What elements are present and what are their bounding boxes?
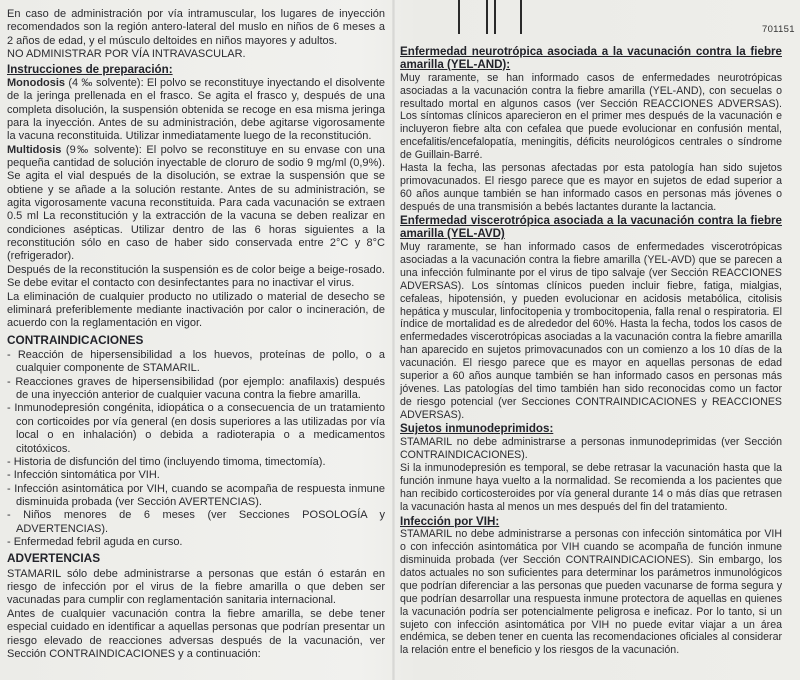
right-column bbox=[400, 0, 782, 657]
monodosis-label: Monodosis bbox=[7, 76, 66, 89]
no-iv-warning: NO ADMINISTRAR POR VÍA INTRAVASCULAR. bbox=[7, 48, 246, 61]
list-item: - Inmunodepresión congénita, idiopática o a consecuencia de un tratamiento con corticoides por vía general (en dosis superiores a las utilizadas por vía local o en inhalación) o debida a radioterapia o a medicamentos citotóxicos. bbox=[7, 402, 385, 455]
list-item: - Enfermedad febril aguda en curso. bbox=[7, 536, 183, 549]
list-item: - Reacciones graves de hipersensibilidad (por ejemplo: anafilaxis) después de una inyección anterior de cualquier vacuna contra la fiebre amarilla. bbox=[7, 375, 385, 402]
neurotropic-paragraph-2: Hasta la fecha, las personas afectadas por esta patología han sido sujetos primovacunados. El riesgo parece que es mayor en sujetos de edad superior a 60 años aunque también se han informado casos en personas más jóvenes o después de una transmisión a bebés lactantes durante la lactancia. bbox=[400, 161, 782, 213]
neurotropic-paragraph-1: Muy raramente, se han informado casos de enfermedades neurotrópicas asociadas a la vacunación contra la fiebre amarilla (YEL-AND), con secuelas o resultado mortal en algunos casos (ver Sección REACCIONES ADVERSAS). Los síntomas clínicos aparecieron en el primer mes después de la vacunación e incluyeron fiebre alta con cefalea que puede evolucionar en confusión mental, encefalitis/encefalopatía, meningitis, déficits neurológicos centrales o síndrome de Guillain-Barré. bbox=[400, 71, 782, 161]
contraindications-list bbox=[7, 349, 385, 549]
immunodepressed-paragraph-1: STAMARIL no debe administrarse a personas inmunodeprimidas (ver Sección CONTRAINDICACIONES). bbox=[400, 436, 782, 462]
intro-paragraph: En caso de administración por vía intramuscular, los lugares de inyección recomendados son la región antero-lateral del muslo en niños de 6 meses a 2 años de edad, y el músculo deltoides en niños mayores y adultos. bbox=[7, 8, 385, 47]
viscerotropic-heading: Enfermedad viscerotrópica asociada a la vacunación contra la fiebre amarilla (YEL-AVD) bbox=[400, 214, 782, 241]
multidosis-text: (9‰ solvente): El polvo se reconstituye en su envase con una pequeña cantidad de solución inyectable de cloruro de sodio 9 mg/ml (0,9%). Se agita el vial después de la disolución, se extrae la suspensión que se obtiene y se añade a la solución restante. Antes de su administración, se agita vigorosamente vacuna reconstituida. Para cada vacunación se extraen 0.5 ml La reconstitución y la extracción de la vacuna se deben realizar en condiciones asépticas. Utilizar dentro de las 6 horas siguientes a la reconstitución sólo en caso de haber sido conservada entre 2°C y 8°C (refrigerador). bbox=[7, 143, 385, 263]
preparation-heading: Instrucciones de preparación: bbox=[7, 63, 173, 77]
hiv-heading: Infección por VIH: bbox=[400, 514, 500, 528]
list-item: - Infección sintomática por VIH. bbox=[7, 469, 160, 482]
list-item: - Infección asintomática por VIH, cuando se acompaña de respuesta inmune disminuida probada (ver Sección AVERTENCIAS). bbox=[7, 482, 385, 508]
neurotropic-heading: Enfermedad neurotrópica asociada a la vacunación contra la fiebre amarilla (YEL-AND): bbox=[400, 45, 782, 71]
immunodepressed-paragraph-2: Si la inmunodepresión es temporal, se debe retrasar la vacunación hasta que la función inmune haya vuelto a la normalidad. Se recomienda a los pacientes que han recibido corticosteroides por vía general durante 14 o más días que retrasen la vacunación hasta al menos un mes después del fin del tratamiento. bbox=[400, 462, 782, 513]
warnings-paragraph-1: STAMARIL sólo debe administrarse a personas que están ó estarán en riesgo de infección por el virus de la fiebre amarilla o que deben ser vacunadas para cumplir con reglamentación sanitaria internacional. bbox=[7, 567, 385, 607]
monodosis-text: (4 ‰ solvente): El polvo se reconstituye inyectando el disolvente de la jeringa prellenada en el frasco. Se agita el frasco y, después de una completa disolución, la suspensión obtenida se recoge en esa misma jeringa para la inyección. Antes de su administración, debe agitarse vigorosamente la vacuna reconstituida. Utilizar inmediatamente luego de la reconstitución. bbox=[7, 76, 385, 143]
document-code: 701151 bbox=[762, 24, 795, 35]
list-item: - Historia de disfunción del timo (incluyendo timoma, timectomía). bbox=[7, 455, 326, 468]
contraindications-heading: CONTRAINDICACIONES bbox=[7, 332, 144, 347]
viscerotropic-paragraph: Muy raramente, se han informado casos de enfermedades viscerotrópicas asociadas a la vacunación contra la fiebre amarilla (YEL-AVD) que se parecen a una infección fulminante por el virus de tipo salvaje (ver Sección REACCIONES ADVERSAS). Los síntomas clínicos pueden incluir fiebre, fatiga, mialgias, cefaleas, hipotensión, y pueden evolucionar en acidosis metabólica, citolisis hepática y muscular, linfocitopenia y trombocitopenia, falla renal o respiratoria. El índice de mortalidad es de alrededor del 60%. Hasta la fecha, todos los casos de enfermedades viscerotrópicas asociadas a la vacunación contra la fiebre amarilla han aparecido en sujetos primovacunados con un comienzo a los 10 días de la vacunación. El riesgo parece que es mayor en aquellas personas de edad superior a 60 años aunque también se han informado casos en personas más jóvenes. Las patologías del timo también han sido reconocidas como un factor de riesgo potencial (ver Secciones CONTRAINDICACIONES y REACCIONES ADVERSAS). bbox=[400, 241, 782, 421]
hiv-paragraph: STAMARIL no debe administrarse a personas con infección sintomática por VIH o con infección asintomática por VIH cuando se acompaña de función inmune disminuida probada (ver Sección CONTRAINDICACIONES). Sin embargo, los datos actuales no son suficientes para determinar los parámetros inmunológicos que podrían diferenciar a las personas que pueden vacunarse de forma segura y que podrían desarrollar una respuesta inmune protectora de aquellas en quienes la vacunación podría ser potencialmente peligrosa e ineficaz. Por lo tanto, si un sujeto con infección asintomática por VIH no puede evitar viajar a un área endémica, se deben tener en cuenta las recomendaciones oficiales al considerar la relación entre el beneficio y los riesgos de la vacunación. bbox=[400, 528, 782, 657]
warnings-paragraph-2: Antes de cualquier vacunación contra la fiebre amarilla, se debe tener especial cuidado en identificar a aquellas personas que podrían presentar un riesgo elevado de reacciones adversas después de la vacunación, ver Sección CONTRAINDICACIONES y a continuación: bbox=[7, 607, 385, 660]
list-item: - Niños menores de 6 meses (ver Secciones POSOLOGÍA y ADVERTENCIAS). bbox=[7, 509, 385, 535]
immunodepressed-heading: Sujetos inmunodeprimidos: bbox=[400, 422, 554, 436]
multidosis-paragraph bbox=[7, 144, 385, 264]
multidosis-label: Multidosis bbox=[7, 143, 62, 156]
color-line: Después de la reconstitución la suspensión es de color beige a beige-rosado. bbox=[7, 263, 385, 276]
page-fold bbox=[392, 0, 395, 680]
left-column bbox=[7, 0, 385, 661]
disposal-paragraph: La eliminación de cualquier producto no utilizado o material de desecho se eliminará preferiblemente mediante inactivación por calor o incineración, de acuerdo con la reglamentación en vigor. bbox=[7, 290, 385, 330]
disinfectant-line: Se debe evitar el contacto con desinfectantes para no inactivar el virus. bbox=[7, 277, 355, 290]
list-item: - Reacción de hipersensibilidad a los huevos, proteínas de pollo, o a cualquier componente de STAMARIL. bbox=[7, 348, 385, 375]
monodosis-paragraph bbox=[7, 77, 385, 144]
warnings-heading: ADVERTENCIAS bbox=[7, 551, 101, 566]
